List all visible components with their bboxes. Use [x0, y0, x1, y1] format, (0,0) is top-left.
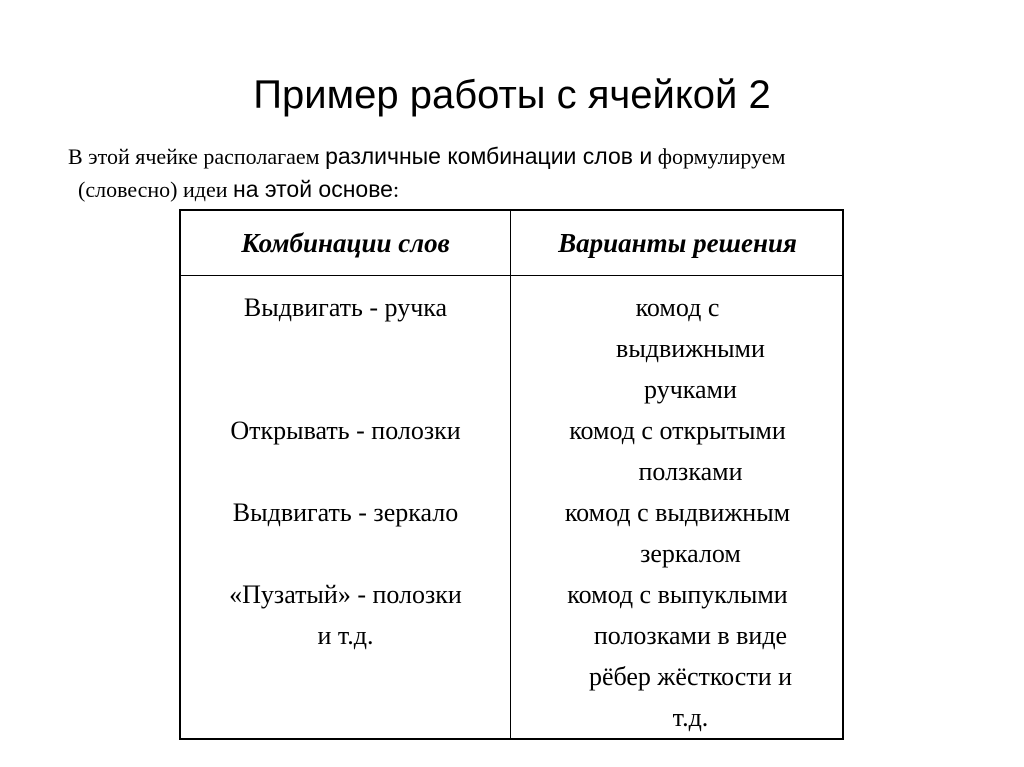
intro-text-6: : [392, 177, 400, 202]
row-3-combination-line-1: Выдвигать - зеркало [232, 498, 459, 527]
row-4-combination [181, 574, 510, 656]
row-4-combination-line-1: «Пузатый» - полозки [229, 580, 462, 609]
row-4-solution-line-3: рёбер жёсткости и [588, 662, 793, 691]
intro-text-2: различные комбинации слов и [325, 143, 653, 169]
combinations-table [179, 209, 844, 740]
row-1-solution [511, 287, 844, 410]
row-2-combination-line-1: Открывать - полозки [230, 416, 461, 445]
row-1-solution-line-3: ручками [644, 375, 737, 404]
row-4-solution-line-4: т.д. [672, 703, 709, 732]
row-1-solution-line-1: комод с [635, 293, 720, 322]
intro-text-1: В этой ячейке располагаем [68, 144, 320, 169]
row-1-combination-line-1: Выдвигать - ручка [243, 293, 448, 322]
row-1-solution-line-2: выдвижными [616, 334, 765, 363]
row-2-solution [511, 410, 844, 492]
row-3-solution [511, 492, 844, 574]
row-4-combination-line-2: и т.д. [317, 621, 374, 650]
row-4-solution [511, 574, 844, 738]
intro-text-3: формулируем [657, 144, 786, 169]
row-2-solution-line-2: ползками [638, 457, 743, 486]
row-4-solution-line-1: комод с выпуклыми [567, 580, 788, 609]
page-title: Пример работы с ячейкой 2 [253, 73, 771, 117]
row-3-solution-line-1: комод с выдвижным [564, 498, 791, 527]
intro-line-1 [68, 140, 998, 173]
row-2-combination [181, 410, 510, 451]
header-solutions: Варианты решения [558, 227, 797, 258]
intro-text-4: (словесно) идеи [78, 177, 228, 202]
intro-paragraph [68, 140, 998, 206]
row-1-combination [181, 287, 510, 328]
intro-line-2 [68, 173, 998, 206]
intro-text-5: на этой основе [233, 176, 393, 202]
row-3-combination [181, 492, 510, 533]
row-3-solution-line-2: зеркалом [640, 539, 741, 568]
header-divider [181, 275, 842, 276]
row-4-solution-line-2: полозками в виде [593, 621, 788, 650]
header-combinations: Комбинации слов [241, 227, 450, 258]
row-2-solution-line-1: комод с открытыми [569, 416, 786, 445]
